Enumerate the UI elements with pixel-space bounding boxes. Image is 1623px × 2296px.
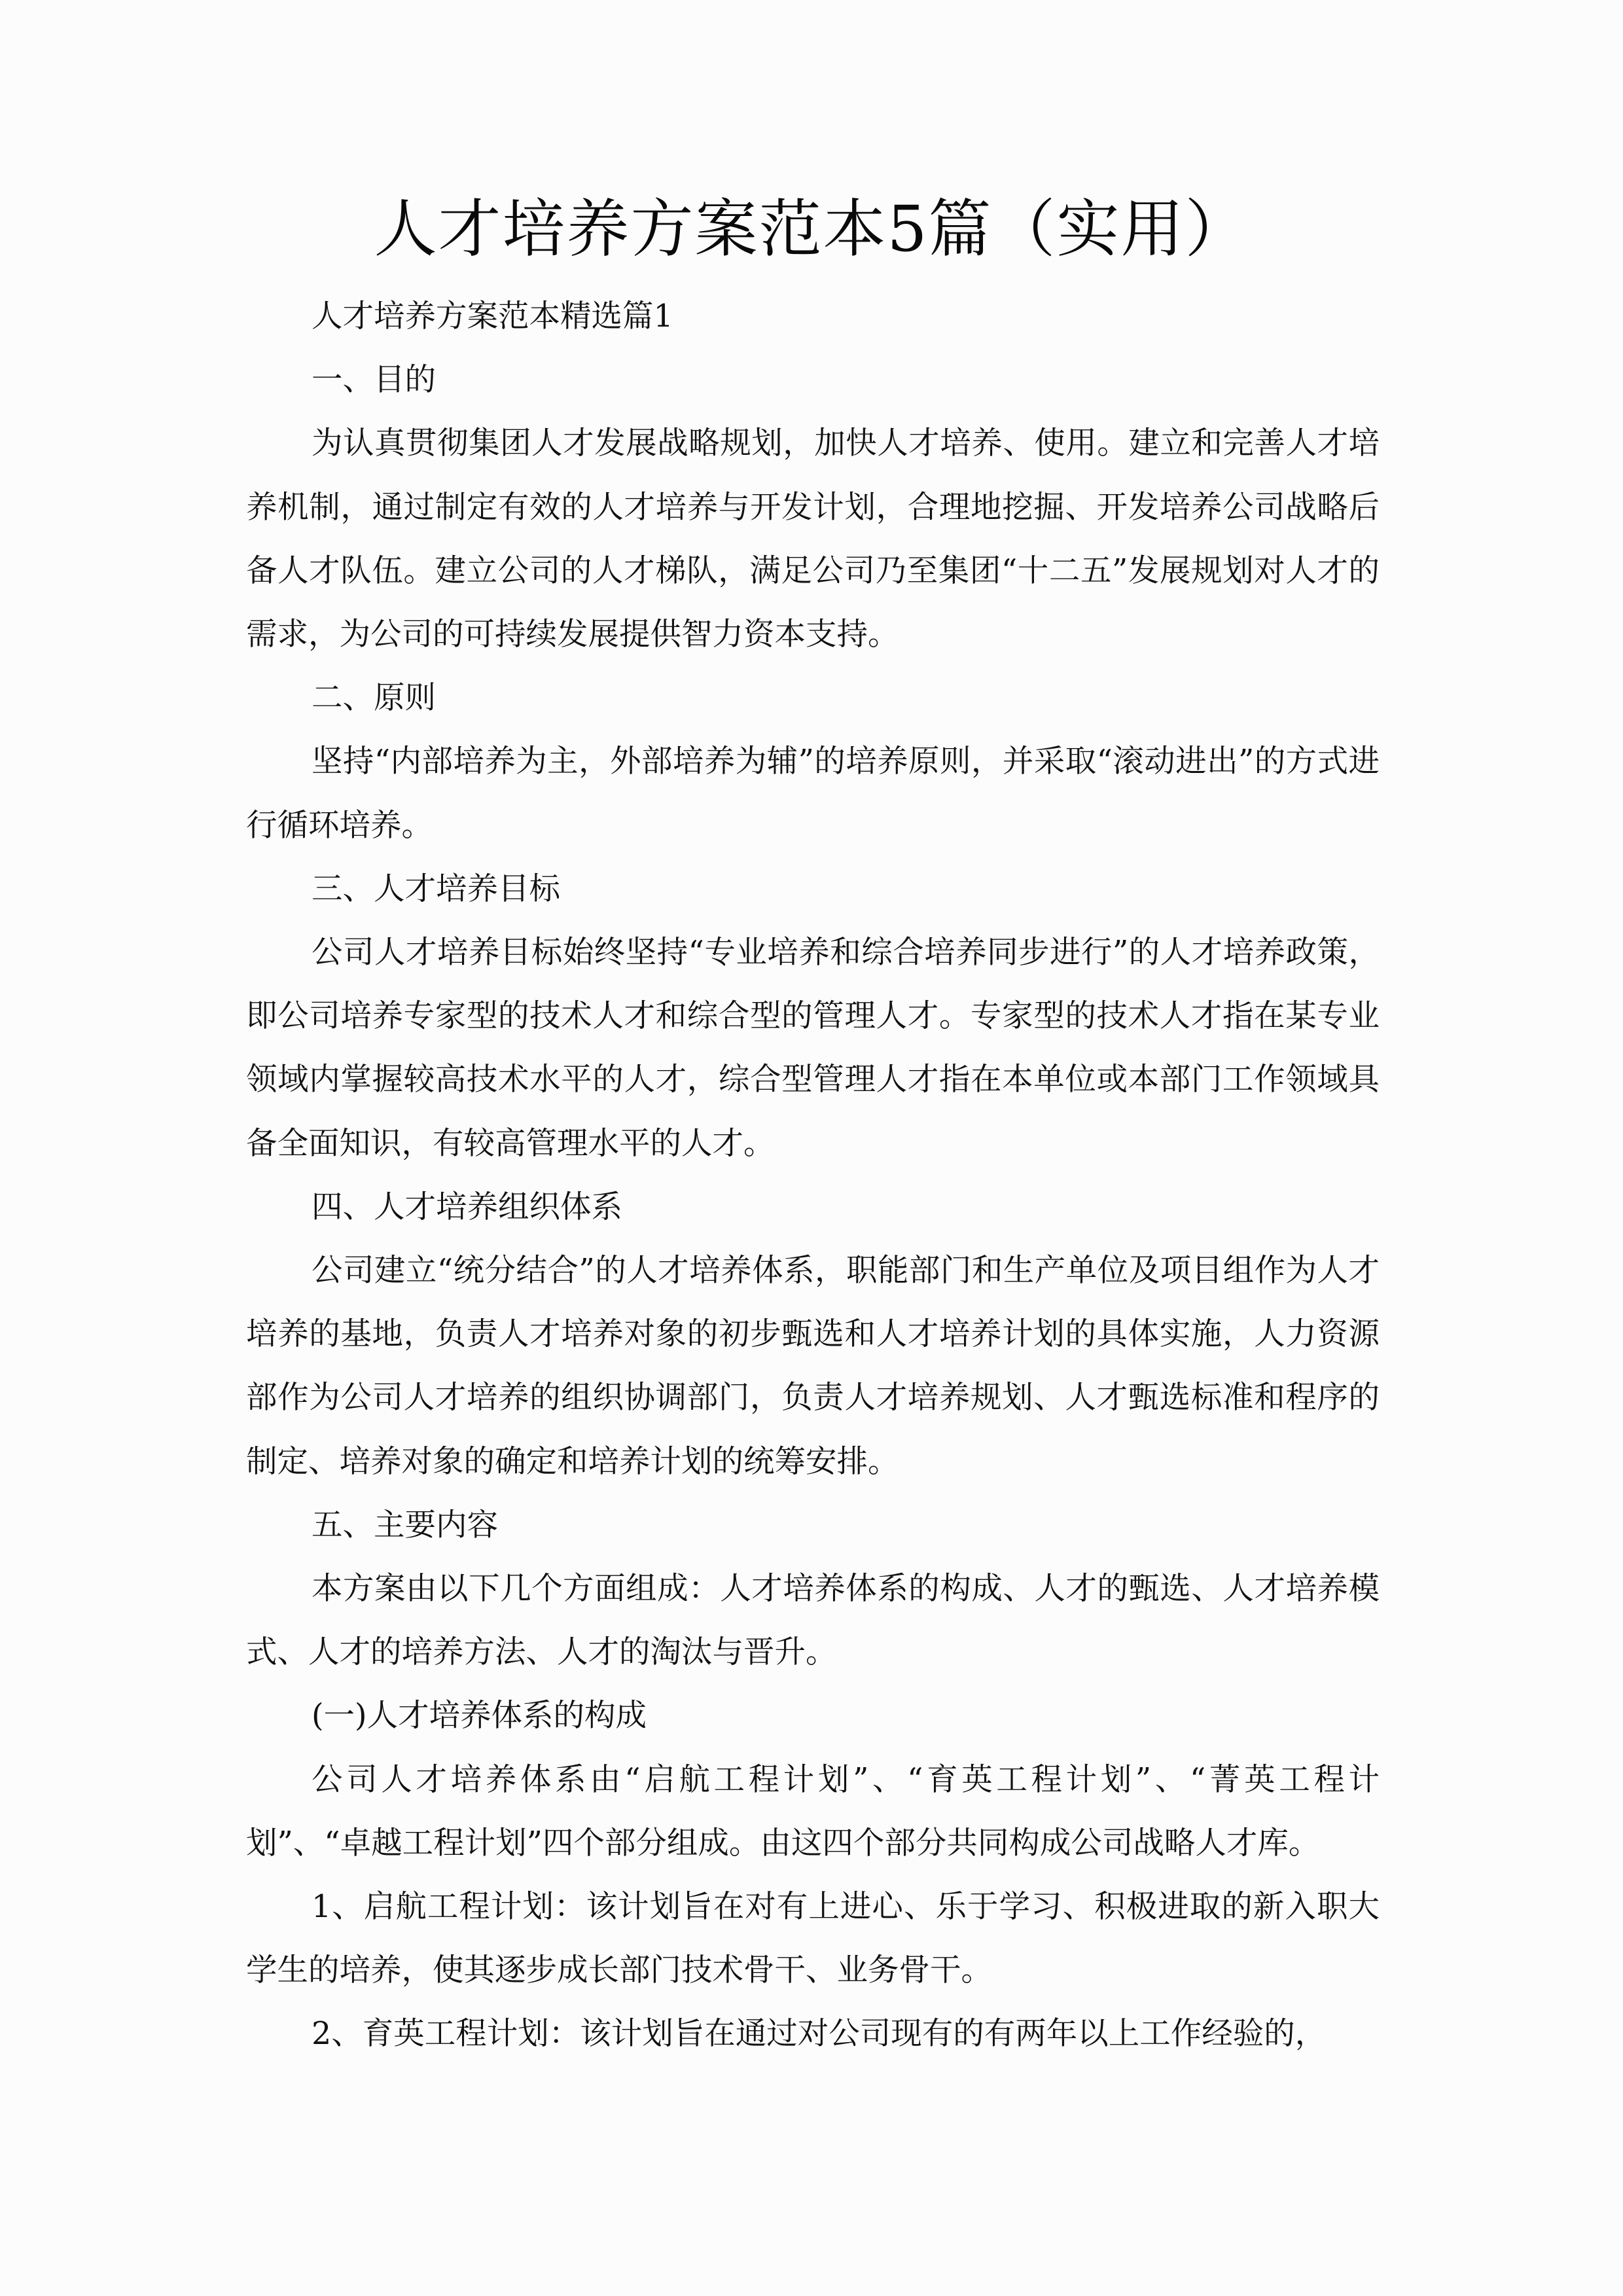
- paragraph-plan-qihang: 1、启航工程计划：该计划旨在对有上进心、乐于学习、积极进取的新入职大学生的培养，使其逐步成长部门技术骨干、业务骨干。: [246, 1889, 1380, 1989]
- section-heading-goals: 三、人才培养目标: [312, 870, 560, 907]
- section-heading-article-1: 人才培养方案范本精选篇1: [312, 298, 673, 334]
- subsection-heading-system-composition: (一)人才培养体系的构成: [312, 1698, 647, 1734]
- paragraph-principles: 坚持“内部培养为主，外部培养为辅”的培养原则，并采取“滚动进出”的方式进行循环培养。: [246, 744, 1380, 844]
- section-heading-organization: 四、人才培养组织体系: [312, 1189, 622, 1225]
- document-body: [246, 285, 1380, 2066]
- paragraph-system-composition: 公司人才培养体系由“启航工程计划”、“育英工程计划”、“菁英工程计划”、“卓越工程计划”四个部分组成。由这四个部分共同构成公司战略人才库。: [246, 1761, 1380, 1861]
- section-heading-main-content: 五、主要内容: [312, 1507, 498, 1543]
- document-title: 人才培养方案范本5篇（实用）: [374, 192, 1249, 266]
- paragraph-organization: 公司建立“统分结合”的人才培养体系，职能部门和生产单位及项目组作为人才培养的基地，负责人才培养对象的初步甄选和人才培养计划的具体实施，人力资源部作为公司人才培养的组织协调部门，负责人才培养规划、人才甄选标准和程序的制定、培养对象的确定和培养计划的统筹安排。: [246, 1253, 1380, 1480]
- paragraph-main-content: 本方案由以下几个方面组成：人才培养体系的构成、人才的甄选、人才培养模式、人才的培养方法、人才的淘汰与晋升。: [246, 1571, 1380, 1671]
- paragraph-plan-yuying: 2、育英工程计划：该计划旨在通过对公司现有的有两年以上工作经验的，: [312, 2016, 1327, 2053]
- paragraph-goals: 公司人才培养目标始终坚持“专业培养和综合培养同步进行”的人才培养政策，即公司培养专家型的技术人才和综合型的管理人才。专家型的技术人才指在某专业领域内掌握较高技术水平的人才，综合型管理人才指在本单位或本部门工作领域具备全面知识，有较高管理水平的人才。: [246, 935, 1380, 1162]
- section-heading-principles: 二、原则: [312, 680, 436, 717]
- section-heading-purpose: 一、目的: [312, 362, 436, 399]
- paragraph-purpose: 为认真贯彻集团人才发展战略规划，加快人才培养、使用。建立和完善人才培养机制，通过制定有效的人才培养与开发计划，合理地挖掘、开发培养公司战略后备人才队伍。建立公司的人才梯队，满足公司乃至集团“十二五”发展规划对人才的需求，为公司的可持续发展提供智力资本支持。: [246, 425, 1380, 653]
